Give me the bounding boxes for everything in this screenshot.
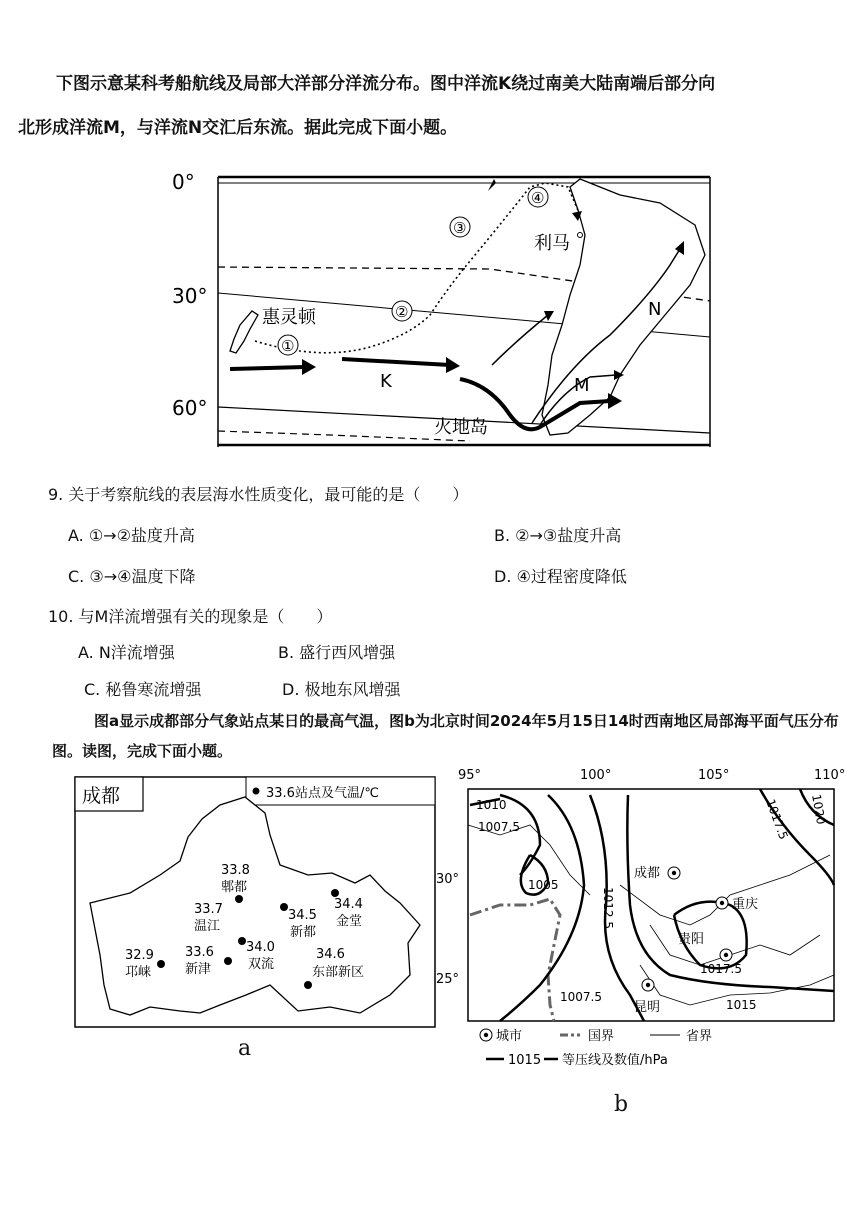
isobar-1005-label: 1005: [528, 878, 559, 892]
question-9-stem: 9. 关于考察航线的表层海水性质变化，最可能的是（ ）: [48, 485, 469, 504]
legend-city: 城市: [496, 1029, 523, 1044]
svg-text:①: ①: [281, 337, 295, 355]
station-jintang-temp: 34.4: [334, 897, 363, 912]
place-wellington: 惠灵顿: [262, 307, 316, 328]
route-point-1: [278, 335, 298, 355]
question-10-option-d[interactable]: D. 极地东风增强: [282, 680, 401, 699]
legend-province: 省界: [686, 1029, 713, 1044]
figure-a-legend: 33.6站点及气温/℃: [266, 786, 379, 801]
isobar-1007-5-label: 1007.5: [478, 820, 520, 834]
isobar-1007-5-label-s: 1007.5: [560, 990, 602, 1004]
station-xindu-temp: 34.5: [288, 908, 317, 923]
station-shuangliu-name: 双流: [248, 957, 275, 972]
figure-a-title: 成都: [82, 785, 121, 807]
station-wenjiang-temp: 33.7: [194, 902, 223, 917]
legend-border: 国界: [588, 1029, 615, 1044]
station-xinjin-temp: 33.6: [185, 945, 214, 960]
figure-b-pressure-map: [430, 765, 855, 1075]
city-chengdu: 成都: [634, 866, 661, 881]
lat-30-label-b: 30°: [436, 872, 460, 887]
passage-1-line-2: 北形成洋流M，与洋流N交汇后东流。据此完成下面小题。: [18, 118, 458, 138]
question-9-option-c[interactable]: C. ③→④温度下降: [68, 567, 196, 586]
isobar-1017-5-label: 1017.5: [700, 962, 742, 976]
figure-a-chengdu-map: [70, 775, 440, 1030]
station-wenjiang-name: 温江: [194, 919, 221, 934]
station-jintang-name: 金堂: [336, 914, 363, 929]
lat-60-label: 60°: [172, 396, 208, 420]
svg-text:④: ④: [531, 189, 545, 207]
station-xinjin-name: 新津: [185, 962, 212, 977]
current-m-label: M: [574, 375, 590, 396]
ocean-current-map: [170, 165, 730, 455]
isobar-1012-5-label: 1012.5: [601, 887, 615, 929]
station-shuangliu-temp: 34.0: [246, 940, 275, 955]
svg-text:②: ②: [395, 303, 409, 321]
station-dongbu-temp: 34.6: [316, 947, 345, 962]
route-point-4: [528, 187, 548, 207]
city-guiyang: 贵阳: [678, 932, 705, 947]
station-xindu-name: 新都: [290, 925, 317, 940]
question-9-option-d[interactable]: D. ④过程密度降低: [494, 567, 627, 586]
lat-0-label: 0°: [172, 170, 195, 194]
question-9-option-a[interactable]: A. ①→②盐度升高: [68, 526, 195, 545]
isobar-1017-5-label-ne: 1017.5: [763, 797, 791, 842]
figure-a-caption: a: [238, 1036, 252, 1061]
current-k-label: K: [380, 371, 392, 392]
legend-isobar-value: 1015: [508, 1053, 542, 1068]
station-pidu-name: 郫都: [221, 880, 248, 895]
route-point-2: [392, 301, 412, 321]
isobar-1020-label: 1020: [809, 793, 829, 826]
question-9-option-b[interactable]: B. ②→③盐度升高: [494, 526, 622, 545]
station-pidu-temp: 33.8: [221, 863, 250, 878]
route-point-3: [450, 217, 470, 237]
legend-isobar-text: 等压线及数值/hPa: [562, 1053, 668, 1068]
question-10-option-b[interactable]: B. 盛行西风增强: [278, 643, 396, 662]
isobar-1015-label: 1015: [726, 998, 757, 1012]
question-10-option-c[interactable]: C. 秘鲁寒流增强: [84, 680, 202, 699]
passage-1-line-1: 下图示意某科考船航线及局部大洋部分洋流分布。图中洋流K绕过南美大陆南端后部分向: [56, 74, 716, 94]
passage-2: 图a显示成都部分气象站点某日的最高气温，图b为北京时间2024年5月15日14时西南地区局部海平面气压分布图。读图，完成下面小题。: [52, 712, 839, 760]
passage-1: [18, 62, 846, 150]
svg-text:③: ③: [453, 219, 467, 237]
station-qionglai-name: 邛崃: [125, 965, 152, 980]
place-tierra-del-fuego: 火地岛: [434, 417, 488, 438]
station-dongbu-name: 东部新区: [312, 965, 365, 980]
lat-25-label-b: 25°: [436, 972, 460, 987]
current-n-label: N: [648, 299, 662, 320]
city-kunming: 昆明: [634, 1000, 661, 1015]
city-chongqing: 重庆: [732, 897, 759, 912]
question-10-option-a[interactable]: A. N洋流增强: [78, 643, 175, 662]
station-qionglai-temp: 32.9: [125, 948, 154, 963]
lon-95-label: 95°: [458, 768, 482, 783]
question-10-stem: 10. 与M洋流增强有关的现象是（ ）: [48, 607, 333, 626]
lon-110-label: 110°: [814, 768, 846, 783]
isobar-1010-label: 1010: [476, 798, 507, 812]
place-lima: 利马: [534, 233, 570, 254]
lon-100-label: 100°: [580, 768, 612, 783]
lon-105-label: 105°: [698, 768, 730, 783]
figure-b-caption: b: [614, 1092, 629, 1117]
lat-30-label: 30°: [172, 284, 208, 308]
